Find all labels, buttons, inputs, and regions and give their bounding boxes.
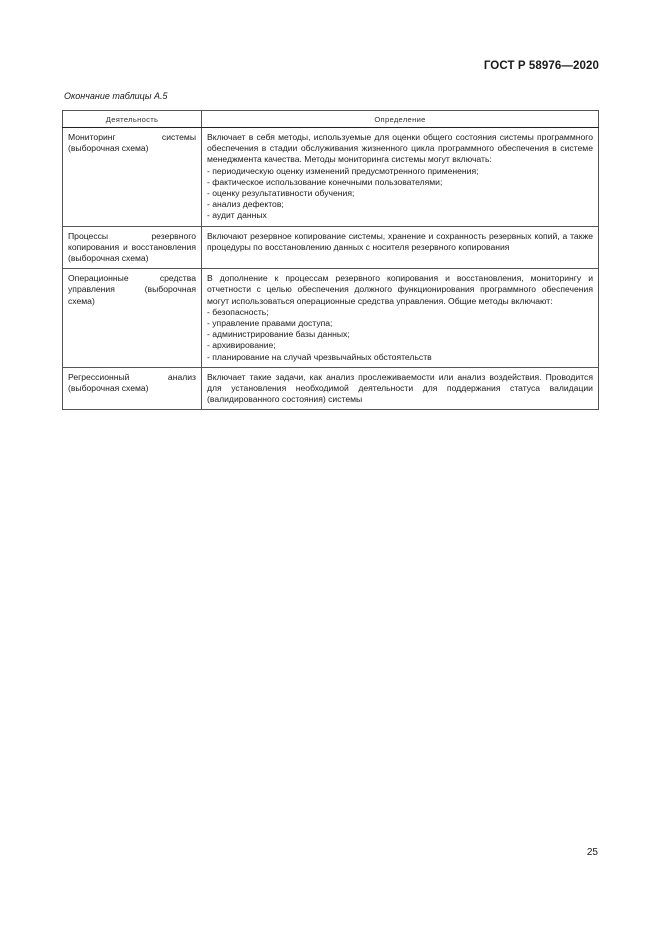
table-row	[63, 226, 599, 269]
list-item: - анализ дефектов;	[207, 199, 284, 210]
definition-text: В дополнение к процессам резервного копирования и восстановления, мониторингу и отчетности с целью обеспечения должного функционирования программного обеспечения могут использоваться операционные средства управления. Общие методы включают:	[207, 273, 593, 306]
definition-cell	[202, 269, 599, 368]
table-header-row	[63, 111, 599, 128]
activity-cell: Регрессионный анализ (выборочная схема)	[63, 367, 202, 410]
column-header-definition: Определение	[202, 111, 599, 128]
list-item: - планирование на случай чрезвычайных обстоятельств	[207, 351, 432, 362]
activity-cell: Мониторинг системы (выборочная схема)	[63, 128, 202, 227]
table-row	[63, 367, 599, 410]
definition-cell	[202, 128, 599, 227]
table-row	[63, 128, 599, 227]
definition-text: Включает в себя методы, используемые для оценки общего состояния системы программного обеспечения в стадии обслуживания жизненного цикла программного обеспечения в системе менеджмента качества. Методы мониторинга системы могут включать:	[207, 132, 593, 165]
definition-text: Включают резервное копирование системы, хранение и сохранность резервных копий, а также процедуры по восстановлению данных с носителя резервного копирования	[207, 230, 593, 252]
definitions-table-wrapper	[62, 110, 599, 410]
definition-text: Включает такие задачи, как анализ прослеживаемости или анализ воздействия. Проводится для установления необходимой деятельности для поддержания статуса валидации (валидированного состояния) системы	[207, 371, 593, 405]
column-header-activity: Деятельность	[63, 111, 202, 128]
page-number: 25	[586, 847, 598, 858]
list-item: - оценку результативности обучения;	[207, 188, 355, 199]
list-item: - управление правами доступа;	[207, 318, 333, 329]
list-item: - администрирование базы данных;	[207, 329, 350, 340]
list-item: - архивирование;	[207, 340, 276, 351]
list-item: - аудит данных	[207, 210, 267, 221]
activity-cell: Процессы резервного копирования и восстановления (выборочная схема)	[63, 226, 202, 269]
definition-cell	[202, 367, 599, 410]
definition-cell	[202, 226, 599, 269]
list-item: - периодическую оценку изменений предусмотренного применения;	[207, 165, 479, 176]
activity-cell: Операционные средства управления (выборочная схема)	[63, 269, 202, 368]
list-item: - фактическое использование конечными пользователями;	[207, 176, 443, 187]
table-row	[63, 269, 599, 368]
table-caption: Окончание таблицы А.5	[64, 91, 168, 101]
definitions-table	[62, 110, 599, 410]
list-item: - безопасность;	[207, 306, 269, 317]
document-code: ГОСТ Р 58976—2020	[483, 60, 599, 72]
